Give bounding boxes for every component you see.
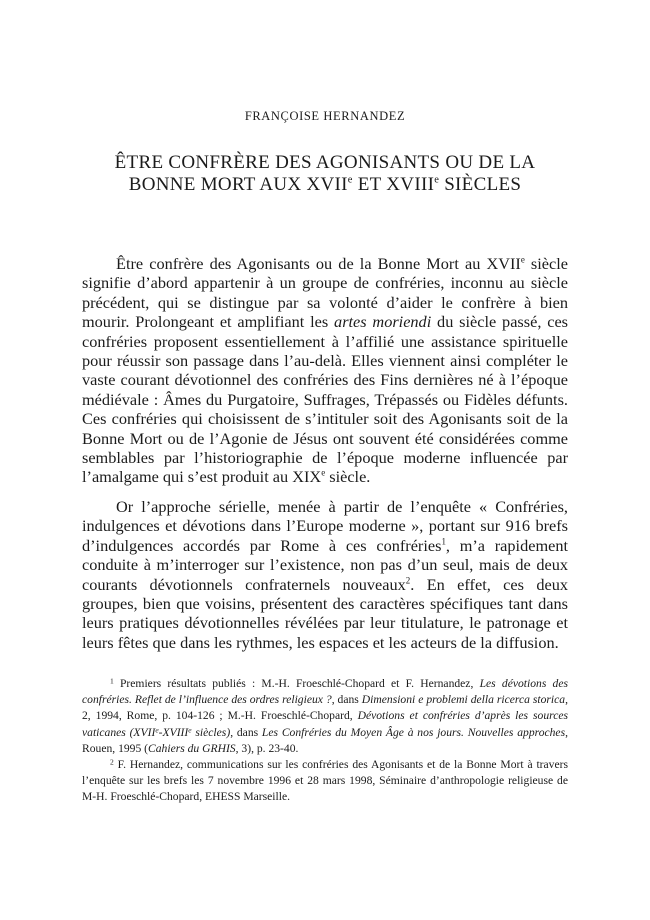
text-run: Être confrère des Agonisants ou de la Bonne Mort au XVII (116, 254, 521, 273)
title-line-2c: SIÈCLES (439, 174, 522, 195)
text-run: F. Hernandez, communications sur les confréries des Agonisants et de la Bonne Mort à travers l’enquête sur les brefs les 7 novembre 1996 et 28 mars 1998, Séminaire d’anthropologie religieuse de M-H. Froeschlé-Chopard, EHESS Marseille. (82, 758, 568, 804)
text-run: , 3), p. 23-40. (235, 741, 299, 755)
article-title (60, 152, 590, 196)
text-run: siècle. (325, 467, 371, 487)
title-superscript: e (434, 174, 440, 186)
italic-title: Cahiers du GRHIS (148, 741, 236, 755)
author-name: FRANÇOISE HERNANDEZ (244, 109, 406, 123)
italic-title: Dimensioni e problemi della ricerca storica (361, 693, 566, 707)
italic-title: Les Confréries du Moyen Âge à nos jours. Nouvelles approches (261, 725, 566, 739)
italic-term: artes moriendi (334, 312, 432, 332)
text-run: -XVIII (158, 725, 189, 739)
text-run: Or l’approche sérielle, menée à partir de l’enquête « Confréries, indulgences et dévotions dans l’Europe moderne », portant sur 916 brefs d’indulgences accordés par Rome à ces confréries (82, 496, 568, 555)
footnote-ref-1[interactable]: 1 (441, 536, 446, 547)
text-run: siècles) (191, 725, 231, 739)
footnote-mark: 1 (110, 676, 114, 686)
footnote-mark: 2 (110, 757, 114, 767)
italic-title: Les dévotions des confréries. Reflet de l’influence des ordres religieux ? (82, 677, 569, 707)
paragraph-2 (82, 497, 568, 652)
superscript: e (188, 725, 192, 735)
text-run: . En effet, ces deux groupes, bien que voisins, présentent des caractères spécifiques tant dans leurs pratiques dévotionnelles révélées par leur titulature, le patronage et leurs fêtes que dans les rythmes, les espaces et les acteurs de la diffusion. (82, 574, 568, 652)
text-run: Dévotions et confréries d’après les sources vaticanes (XVII (82, 709, 568, 739)
title-line-2a: BONNE MORT AUX XVII (128, 174, 348, 195)
title-superscript: e (347, 174, 353, 186)
superscript: e (321, 468, 326, 479)
footnotes (82, 676, 568, 806)
text-run: , 2, 1994, Rome, p. 104-126 ; M.-H. Froeschlé-Chopard, (82, 693, 568, 723)
paragraph-1 (82, 254, 568, 487)
superscript: e (155, 725, 159, 735)
text-run: , dans (230, 725, 262, 739)
text-run: , dans (331, 693, 362, 707)
title-line-1: ÊTRE CONFRÈRE DES AGONISANTS OU DE LA (114, 152, 536, 173)
superscript: e (520, 254, 525, 265)
footnote-2 (82, 757, 568, 806)
footnote-1 (82, 676, 568, 757)
text-run: , Rouen, 1995 ( (82, 725, 568, 755)
article-body (82, 254, 568, 652)
title-line-2b: ET XVIII (352, 174, 435, 195)
footnote-ref-2[interactable]: 2 (405, 575, 411, 586)
text-run: du siècle passé, ces confréries proposent essentiellement à l’affilié une assistance spirituelle pour réussir son passage dans l’au-delà. Elles viennent ainsi compléter le vaste courant dévotionnel des confréries des Fins dernières né à l’époque médiévale : Âmes du Purgatoire, Suffrages, Trépassés ou Fidèles défunts. Ces confréries qui choisissent de s’intituler soit des Agonisants soit de la Bonne Mort ou de l’Agonie de Jésus ont souvent été considérées comme semblables par l’historiographie de l’époque moderne influencée par l’amalgame qui s’est produit au XIX (82, 312, 569, 487)
text-run: siècle signifie d’abord appartenir à un groupe de confréries, inconnu au siècle précédent, qui se distingue par sa volonté d’aider le confrère à bien mourir. Prolongeant et amplifiant les (82, 254, 568, 332)
text-run: Premiers résultats publiés : M.-H. Froeschlé-Chopard et F. Hernandez, (113, 677, 480, 690)
text-run: , m’a rapidement conduite à m’interroger sur l’existence, non pas d’un seul, mais de deux courants dévotionnels confraternels nouveaux (82, 535, 568, 594)
